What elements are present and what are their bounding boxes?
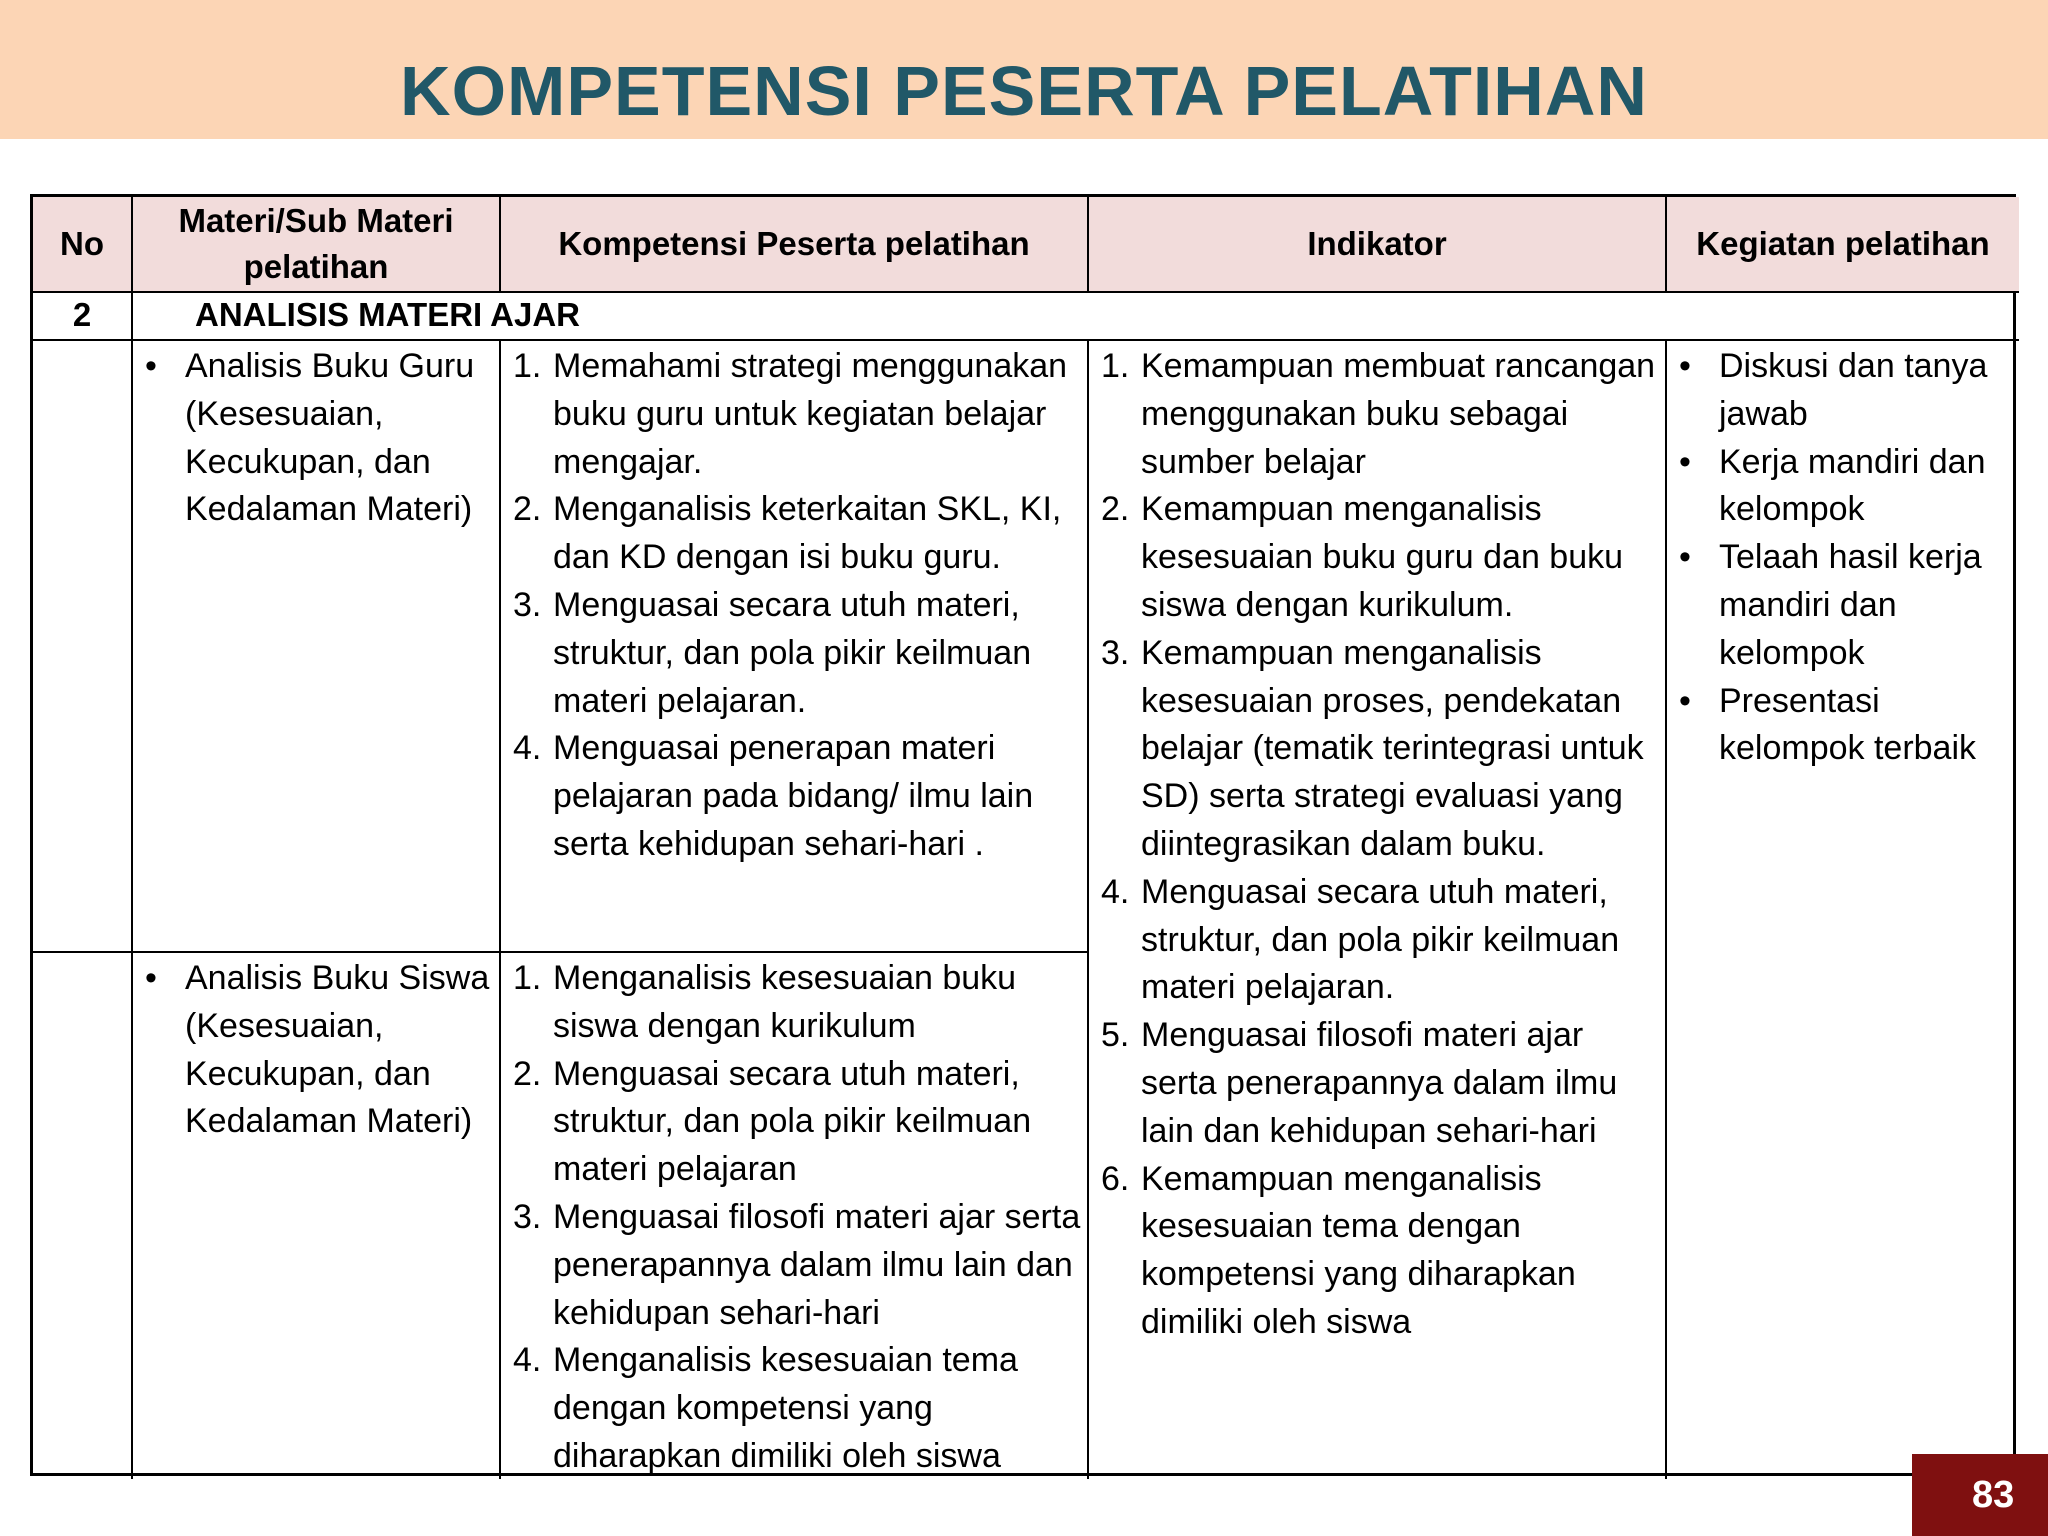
list-item: 2. Menganalisis keterkaitan SKL, KI, dan KD dengan isi buku guru. bbox=[513, 490, 1062, 577]
list-item: 2. Kemampuan menganalisis kesesuaian buku guru dan buku siswa dengan kurikulum. bbox=[1101, 490, 1624, 624]
list-item: 4. Menguasai penerapan materi pelajaran pada bidang/ ilmu lain serta kehidupan sehari-hari . bbox=[513, 729, 1034, 863]
materi-cell bbox=[133, 953, 501, 1479]
list-item: • Analisis Buku Siswa (Kesesuaian, Kecukupan, dan Kedalaman Materi) bbox=[145, 959, 490, 1141]
indikator-cell bbox=[1089, 341, 1667, 1479]
page-number-badge: 83 bbox=[1912, 1454, 2048, 1536]
list-item: 5. Menguasai filosofi materi ajar serta penerapannya dalam ilmu lain dan kehidupan sehari-hari bbox=[1101, 1016, 1618, 1150]
list-item: 1. Memahami strategi menggunakan buku guru untuk kegiatan belajar mengajar. bbox=[513, 347, 1068, 481]
section-number: 2 bbox=[33, 293, 133, 341]
header-kegiatan: Kegiatan pelatihan bbox=[1667, 197, 2019, 293]
kegiatan-cell bbox=[1667, 341, 2019, 1479]
slide-title: KOMPETENSI PESERTA PELATIHAN bbox=[400, 52, 1648, 130]
kompetensi-cell bbox=[501, 953, 1089, 1479]
header-materi: Materi/Sub Materi pelatihan bbox=[133, 197, 501, 293]
competency-table bbox=[30, 194, 2016, 1476]
list-item: 4. Menguasai secara utuh materi, struktur, dan pola pikir keilmuan materi pelajaran. bbox=[1101, 872, 1620, 1007]
list-item: 2. Menguasai secara utuh materi, struktur, dan pola pikir keilmuan materi pelajaran bbox=[513, 1054, 1032, 1189]
list-item: • Presentasi kelompok terbaik bbox=[1679, 681, 1977, 768]
list-item: 3. Menguasai filosofi materi ajar serta penerapannya dalam ilmu lain dan kehidupan sehari-hari bbox=[513, 1197, 1081, 1332]
row-no-empty bbox=[33, 341, 133, 953]
list-item: 6. Kemampuan menganalisis kesesuaian tema dengan kompetensi yang diharapkan dimiliki oleh siswa bbox=[1101, 1159, 1576, 1341]
list-item: 1. Kemampuan membuat rancangan menggunakan buku sebagai sumber belajar bbox=[1101, 347, 1656, 481]
header-indikator: Indikator bbox=[1089, 197, 1667, 293]
materi-cell bbox=[133, 341, 501, 953]
header-kompetensi: Kompetensi Peserta pelatihan bbox=[501, 197, 1089, 293]
header-no: No bbox=[33, 197, 133, 293]
list-item: 3. Menguasai secara utuh materi, struktur, dan pola pikir keilmuan materi pelajaran. bbox=[513, 585, 1032, 720]
list-item: • Analisis Buku Guru (Kesesuaian, Kecukupan, dan Kedalaman Materi) bbox=[145, 347, 475, 529]
section-title: ANALISIS MATERI AJAR bbox=[33, 293, 2019, 341]
list-item: 3. Kemampuan menganalisis kesesuaian proses, pendekatan belajar (tematik terintegrasi untuk SD) serta strategi evaluasi yang diintegrasikan dalam buku. bbox=[1101, 633, 1644, 863]
list-item: 1. Menganalisis kesesuaian buku siswa dengan kurikulum bbox=[513, 959, 1017, 1045]
list-item: 4. Menganalisis kesesuaian tema dengan kompetensi yang diharapkan dimiliki oleh siswa bbox=[513, 1341, 1018, 1475]
row-no-empty bbox=[33, 953, 133, 1479]
list-item: • Diskusi dan tanya jawab bbox=[1679, 347, 1988, 433]
kompetensi-cell bbox=[501, 341, 1089, 953]
list-item: • Telaah hasil kerja mandiri dan kelompok bbox=[1679, 538, 1982, 672]
list-item: • Kerja mandiri dan kelompok bbox=[1679, 442, 1986, 529]
